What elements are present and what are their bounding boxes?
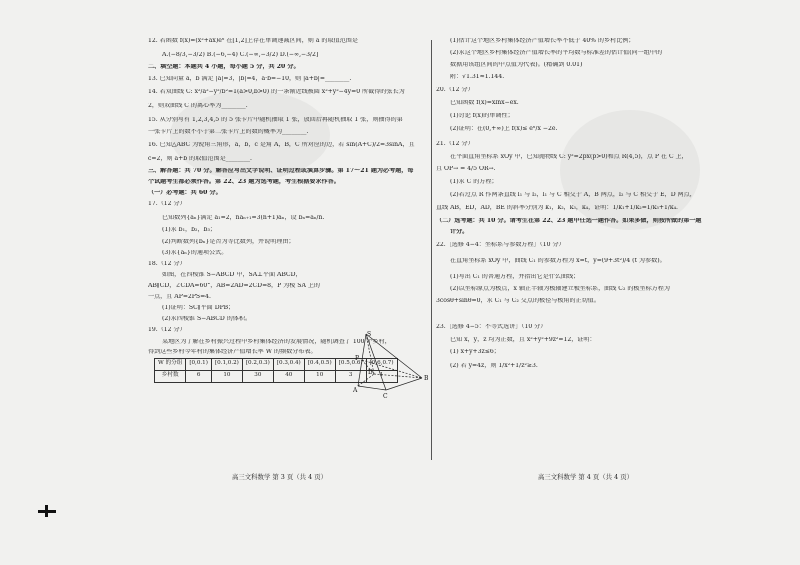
question-22-part-1: (1)写出 C₁ 的普通方程，并指出它是什么曲线； (450, 273, 580, 280)
section-answer-heading-cont: 个试题考生都必须作答。第 22、23 题为选考题，考生根据要求作答。 (148, 179, 340, 186)
question-15: 15. 从分别写有 1,2,3,4,5 的 5 张卡片中随机抽取 1 张，放回后再随机抽取 1 张，则抽得的第 (148, 116, 403, 123)
question-18-stem-cont: AB∥CD，∠CDA=60°，AB=2AD=2CD=8，P 为棱 SA 上的 (148, 282, 321, 289)
edge-cb (386, 378, 422, 390)
table-cell: 30 (242, 370, 273, 382)
question-20-heading: 20.（12 分） (436, 87, 474, 94)
page-divider (431, 40, 432, 460)
table-cell: [0.1,0.2) (211, 358, 242, 370)
question-16: 16. 已知△ABC 为锐角三角形，a，b，c 是角 A，B，C 所对应的边，若 sin(A+C)/2=3sinA，且 (148, 141, 415, 148)
table-cell: W 的分组 (155, 358, 186, 370)
registration-mark (38, 505, 56, 517)
question-13: 13. 已知向量 a，b 满足 |a|=3，|b|=4，a·b=−10，则 |a+b|=________. (148, 76, 352, 83)
question-12-options: A.(−8/3,−3/2) B.(−6,−4) C.(−∞,−3/2) D.(−∞,−3/2] (162, 52, 319, 59)
vertex-label-b: B (424, 375, 429, 382)
question-21-part-2: (2)若过点 R 作两条直线 l₁ 与 l₂，l₁ 与 C 相交于 A，B 两点，l₂ 与 C 相交于 E，D 两点， (450, 192, 696, 199)
question-21-stem: 在平面直角坐标系 xOy 中，已知抛物线 C: y²=2px(p>0)和点 R(4,5)，点 P 在 C 上， (450, 153, 688, 160)
question-21-stem-cont: 且 OP→ = 4/5 OR→. (436, 165, 496, 172)
question-19-part-2: (2)求这个地区乡村集体经济产值增长率的平均数与标准差的估计值(同一组中的 (450, 50, 663, 57)
edge-ac (358, 386, 386, 390)
question-19-part-2-cont: 数据用该组区间的中点值为代表)。(精确到 0.01) (450, 62, 583, 69)
elective-heading: （二）选考题：共 10 分。请考生在第 22、23 题中任选一题作答。如果多做，则按所做的第一题 (436, 218, 702, 225)
question-19-stem-cont: 得到这些乡村今年村的集体经济产值增长率 W 的频数分布表。 (148, 349, 317, 356)
question-17-part-3: (3)求{aₙ}的通项公式。 (162, 249, 228, 256)
question-23-part-1: (1) x+y+3z≤6； (450, 349, 500, 356)
table-cell: [0,0.1) (186, 358, 212, 370)
vertex-label-a: A (353, 387, 358, 394)
question-12: 12. 若函数 f(x)=(x²+ax)eˣ 在[1,2]上存在单调递减区间，则 a 的取值范围是 (148, 38, 358, 44)
question-18-stem: 如图，在四棱锥 S−ABCD 中，SA⊥平面 ABCD， (162, 271, 302, 278)
question-17-heading: 17.（12 分） (148, 201, 186, 208)
table-cell: [0.4,0.5) (304, 358, 335, 370)
question-18-heading: 18.（12 分） (148, 260, 186, 267)
question-22-part-2: (2)以坐标原点为极点，x 轴正半轴为极轴建立极坐标系，曲线 C₂ 的极坐标方程为 (450, 285, 670, 292)
question-16-cont: c=2，则 a+b 的取值范围是________. (148, 155, 252, 162)
table-cell: 3 (335, 370, 366, 382)
question-19-heading: 19.（12 分） (148, 327, 186, 334)
question-20-stem: 已知函数 f(x)=xlnx−ex. (450, 100, 519, 107)
right-page-footer: 高三文科数学 第 4 页（共 4 页） (538, 473, 633, 481)
question-18-part-2: (2)求四棱锥 S−ABCD 的体积。 (162, 316, 252, 323)
vertex-label-c: C (383, 393, 388, 400)
vertex-label-s: S (367, 331, 372, 338)
question-23-part-2: (2) 若 y=4z，则 1/x²+1/z²≥3. (450, 363, 538, 370)
question-17-part-2: (2)判断数列{bₙ}是否为等比数列，并说明理由； (162, 238, 295, 245)
question-21-part-2-cont: 直线 AB，ED，AD，BE 的斜率分别为 k₁，k₂，k₃，k₄，证明：1/k₁+1/k₂=1/k₃+1/k₄. (436, 205, 678, 212)
question-14: 14. 若双曲线 C: x²/a²−y²/b²=1(a>0,b>0) 的一条渐近线被圆 x²+y²−4y=0 所截得的弦长为 (148, 89, 405, 96)
question-17-stem: 已知数列{aₙ}满足 a₁=2，naₙ₊₁=3(n+1)aₙ，设 bₙ=aₙ/n. (162, 215, 325, 222)
question-22-stem: 在直角坐标系 xOy 中，曲线 C₁ 的参数方程为 x=t，y=(9+3t²)/4 (t 为参数)。 (450, 257, 666, 264)
question-23-stem: 已知 x，y，z 均为正数，且 x²+y²+9z²=12，证明： (450, 337, 596, 344)
right-page-column (436, 38, 708, 369)
table-cell: [0.5,0.6) (335, 358, 366, 370)
table-cell: 10 (304, 370, 335, 382)
question-23-heading: 23.［选修 4−5：不等式选讲］（10 分） (436, 323, 547, 330)
edge-sb (366, 334, 422, 378)
pyramid-figure (352, 330, 432, 400)
table-cell: 1 (366, 370, 397, 382)
question-21-part-1: (1)求 C 的方程； (450, 179, 498, 186)
question-22-part-2-cont: 3cosθ+sinθ=0，求 C₁ 与 C₂ 交点的极径与极角的正切值。 (436, 297, 600, 304)
table-cell: 10 (211, 370, 242, 382)
required-questions-heading: （一）必考题：共 60 分。 (148, 190, 222, 197)
vertex-label-d: D (368, 369, 373, 376)
table-cell: [0.3,0.4) (273, 358, 304, 370)
question-19-part-1: (1)估计这个地区乡村集体经济产值增长率不低于 40% 的乡村比例； (450, 38, 635, 44)
question-19-stem: 某地区为了解在乡村振兴过程中乡村集体经济的发展情况，随机调查了 100 个乡村， (162, 339, 391, 346)
question-17-part-1: (1)求 b₁，b₂，b₃； (162, 227, 216, 234)
question-19-appendix: 附：√1.31≈1.144. (450, 74, 505, 81)
vertex-label-p: P (355, 355, 360, 362)
question-22-heading: 22.［选修 4−4：坐标系与参数方程］（10 分） (436, 241, 565, 248)
question-18-stem-end: 一点，且 AP=2PS=4. (148, 293, 211, 300)
section-fill-in-heading: 二、填空题：本题共 4 小题，每小题 5 分，共 20 分。 (148, 64, 300, 71)
elective-heading-cont: 计分。 (450, 229, 469, 236)
table-cell: [0.2,0.3) (242, 358, 273, 370)
question-20-part-2: (2)证明：在(0,+∞)上 f(x)≤ eˣ/x −2e. (450, 125, 558, 132)
table-cell: 乡村数 (155, 370, 186, 382)
question-14-cont: 2，则双曲线 C 的离心率为________. (148, 103, 248, 110)
table-cell: [0.6,0.7) (366, 358, 397, 370)
question-18-part-1: (1)证明：SC∥平面 DPB； (162, 305, 235, 312)
table-cell: 6 (186, 370, 212, 382)
question-15-cont: 一张卡片上的数不小于第二张卡片上的数的概率为________. (148, 128, 309, 135)
table-cell: 40 (273, 370, 304, 382)
question-20-part-1: (1)讨论 f(x)的单调性； (450, 112, 514, 119)
left-page-footer: 高三文科数学 第 3 页（共 4 页） (232, 473, 327, 481)
section-answer-heading: 三、解答题：共 70 分。解答应写出文字说明、证明过程或演算步骤。第 17～21 题为必考题，每 (148, 167, 414, 174)
question-21-heading: 21.（12 分） (436, 140, 474, 147)
